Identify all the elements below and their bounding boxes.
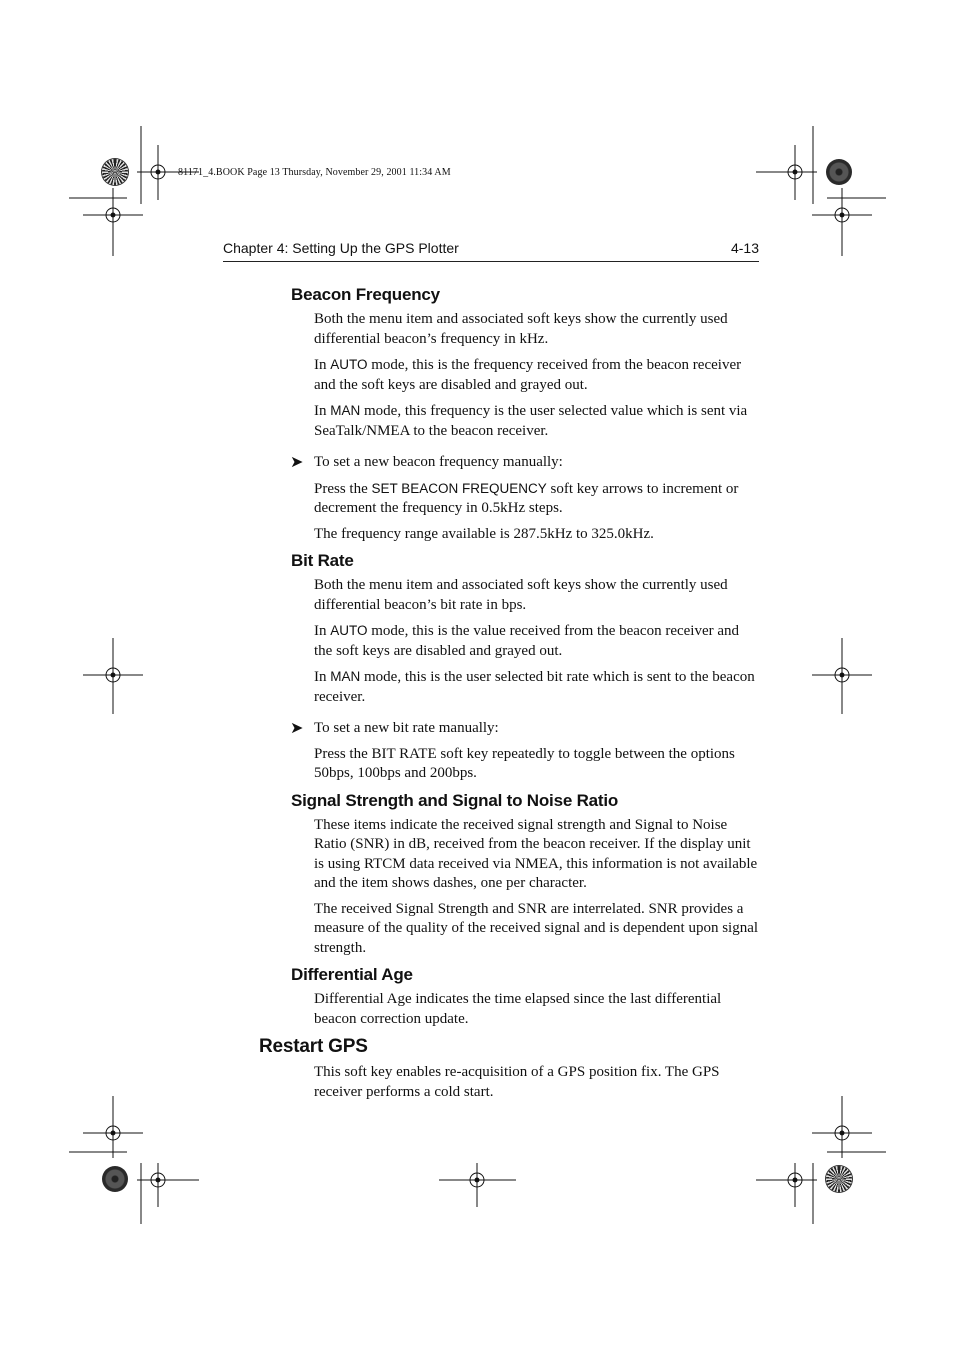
registration-target-icon	[826, 159, 852, 185]
print-slug-line: 81171_4.BOOK Page 13 Thursday, November 29, 2001 11:34 AM	[178, 167, 451, 178]
paragraph: In AUTO mode, this is the value received from the beacon receiver and the soft keys are disabled and grayed out.	[314, 623, 740, 659]
paragraph: In MAN mode, this frequency is the user selected value which is sent via SeaTalk/NMEA to the beacon receiver.	[314, 403, 748, 439]
section-heading: Signal Strength and Signal to Noise Ratio	[291, 790, 619, 810]
paragraph: Press the SET BEACON FREQUENCY soft key arrows to increment or decrement the frequency in 0.5kHz steps.	[314, 480, 739, 516]
arrow-bullet-icon: ➤	[290, 452, 304, 471]
mode-keyword: MAN	[330, 669, 361, 684]
paragraph: Press the BIT RATE soft key repeatedly to toggle between the options 50bps, 100bps and 200bps.	[314, 745, 735, 781]
section-differential-age	[291, 964, 761, 1029]
procedure-step: ➤ To set a new bit rate manually:	[290, 718, 499, 737]
registration-target-icon	[826, 1166, 852, 1192]
section-bit-rate	[291, 550, 761, 784]
page-number: 4-13	[730, 240, 759, 256]
mode-keyword: AUTO	[330, 623, 368, 638]
section-heading: Differential Age	[291, 965, 413, 984]
section-beacon-frequency	[291, 284, 761, 544]
paragraph: This soft key enables re-acquisition of a GPS position fix. The GPS receiver performs a cold start.	[314, 1064, 720, 1100]
section-heading: Beacon Frequency	[291, 285, 440, 304]
paragraph: These items indicate the received signal strength and Signal to Noise Ratio (SNR) in dB, received from the beacon receiver. If the display unit is using RTCM data received via NMEA, this information is not available and the item shows dashes, one per character.	[314, 816, 758, 891]
procedure-step: ➤ To set a new beacon frequency manually:	[290, 452, 563, 471]
paragraph: The frequency range available is 287.5kHz to 325.0kHz.	[314, 525, 654, 542]
softkey-label: SET BEACON FREQUENCY	[371, 480, 547, 496]
major-heading: Restart GPS	[259, 1036, 368, 1057]
section-restart-gps	[259, 1035, 761, 1102]
chapter-title: Chapter 4: Setting Up the GPS Plotter	[223, 240, 459, 256]
page-body	[259, 284, 761, 1108]
paragraph: In MAN mode, this is the user selected bit rate which is sent to the beacon receiver.	[314, 669, 755, 705]
paragraph: In AUTO mode, this is the frequency received from the beacon receiver and the soft keys are disabled and grayed out.	[314, 357, 742, 393]
paragraph: Both the menu item and associated soft keys show the currently used differential beacon’s frequency in kHz.	[314, 311, 728, 347]
section-signal-strength	[291, 790, 761, 959]
mode-keyword: MAN	[330, 403, 361, 418]
paragraph: Differential Age indicates the time elapsed since the last differential beacon correction update.	[314, 991, 722, 1027]
mode-keyword: AUTO	[330, 357, 368, 372]
paragraph: The received Signal Strength and SNR are interrelated. SNR provides a measure of the quality of the received signal and is dependent upon signal strength.	[314, 900, 759, 956]
arrow-bullet-icon: ➤	[290, 718, 304, 737]
running-header	[223, 240, 759, 262]
section-heading: Bit Rate	[291, 551, 354, 570]
registration-target-icon	[102, 1166, 128, 1192]
paragraph: Both the menu item and associated soft keys show the currently used differential beacon’s bit rate in bps.	[314, 577, 728, 613]
registration-target-icon	[102, 159, 128, 185]
